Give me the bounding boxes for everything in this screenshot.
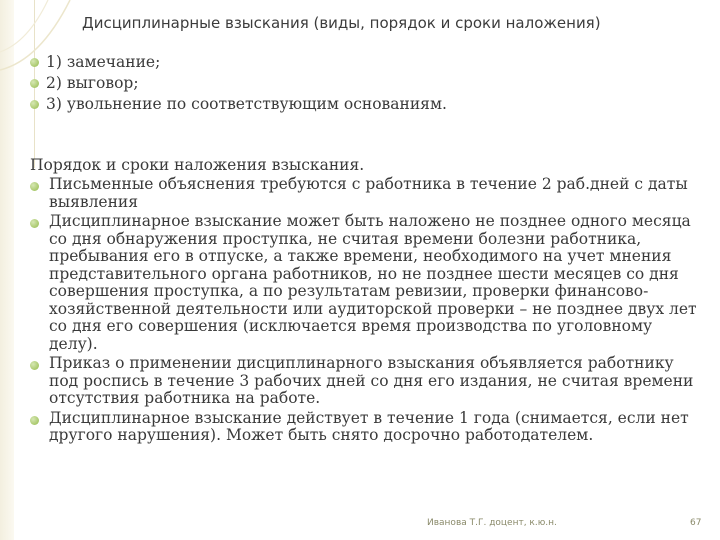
procedure-list — [30, 176, 698, 447]
list-item: 2) выговор; — [30, 73, 690, 94]
footer-author: Иванова Т.Г. доцент, к.ю.н. — [427, 518, 557, 528]
bullet-icon — [30, 182, 39, 191]
list-item: Дисциплинарное взыскание действует в течение 1 года (снимается, если нет другого нарушения). Может быть снято досрочно работодателем. — [30, 410, 698, 445]
list-item: Дисциплинарное взыскание может быть наложено не позднее одного месяца со дня обнаружения проступка, не считая времени болезни работника, пребывания его в отпуске, а также времени, необходимого на учет мнения представительного органа работников, но не позднее шести месяцев со дня совершения проступка, а по результатам ревизии, проверки финансово-хозяйственной деятельности или аудиторской проверки – не позднее двух лет со дня его совершения (исключается время производства по уголовному делу). — [30, 213, 698, 353]
slide-title: Дисциплинарные взыскания (виды, порядок и сроки наложения) — [82, 14, 601, 32]
list-item: 3) увольнение по соответствующим основаниям. — [30, 94, 690, 115]
bullet-icon — [30, 100, 39, 109]
list-item: 1) замечание; — [30, 52, 690, 73]
list-item: Письменные объяснения требуются с работника в течение 2 раб.дней с даты выявления — [30, 176, 698, 211]
bullet-icon — [30, 58, 39, 67]
list-item: Приказ о применении дисциплинарного взыскания объявляется работнику под роспись в течение 3 рабочих дней со дня его издания, не считая времени отсутствия работника на работе. — [30, 355, 698, 408]
bullet-icon — [30, 361, 39, 370]
procedure-heading: Порядок и сроки наложения взыскания. — [30, 156, 365, 174]
penalty-types-list — [30, 52, 690, 115]
bullet-icon — [30, 79, 39, 88]
bullet-icon — [30, 219, 39, 228]
bullet-icon — [30, 416, 39, 425]
page-number: 67 — [690, 518, 702, 528]
